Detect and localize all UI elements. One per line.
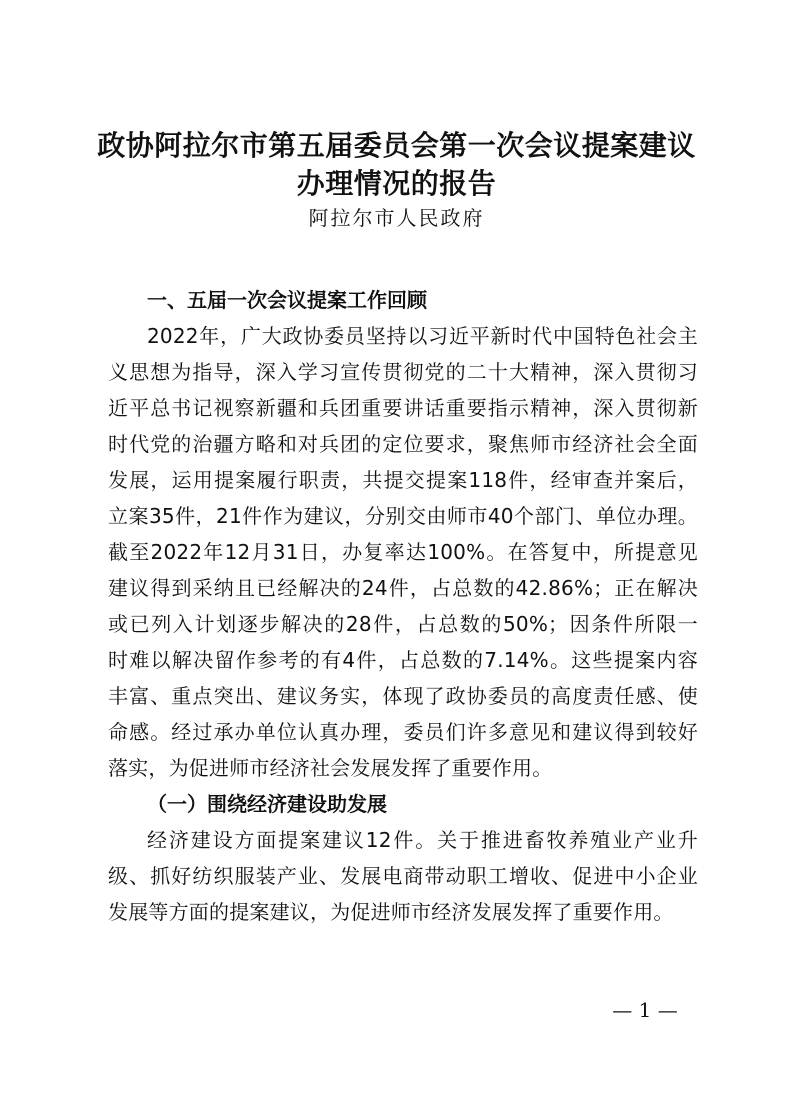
paragraph-line: 经济建设方面提案建议12件。关于推进畜牧养殖业产业升 xyxy=(147,828,698,852)
paragraph-line: 级、抓好纺织服装产业、发展电商带动职工增收、促进中小企业 xyxy=(108,864,698,888)
document-title-line-1: 政协阿拉尔市第五届委员会第一次会议提案建议 xyxy=(97,129,696,162)
document-title-line-2: 办理情况的报告 xyxy=(296,167,497,200)
paragraph-line: 落实，为促进师市经济社会发展发挥了重要作用。 xyxy=(108,756,553,780)
paragraph-line: 义思想为指导，深入学习宣传贯彻党的二十大精神，深入贯彻习 xyxy=(108,360,698,384)
page-number: — 1 — xyxy=(612,998,678,1022)
subsection-heading: （一）围绕经济建设助发展 xyxy=(147,792,387,816)
paragraph-line: 发展，运用提案履行职责，共提交提案118件，经审查并案后， xyxy=(108,468,698,492)
paragraph-line: 时代党的治疆方略和对兵团的定位要求，聚焦师市经济社会全面 xyxy=(108,432,698,456)
paragraph-line: 时难以解决留作参考的有4件，占总数的7.14%。这些提案内容 xyxy=(108,648,698,672)
paragraph-line: 或已列入计划逐步解决的28件，占总数的50%；因条件所限一 xyxy=(108,612,698,636)
paragraph-line: 丰富、重点突出、建议务实，体现了政协委员的高度责任感、使 xyxy=(108,684,698,708)
paragraph-line: 2022年，广大政协委员坚持以习近平新时代中国特色社会主 xyxy=(147,324,698,348)
paragraph-line: 发展等方面的提案建议，为促进师市经济发展发挥了重要作用。 xyxy=(108,900,674,924)
section-heading: 一、五届一次会议提案工作回顾 xyxy=(147,288,427,312)
paragraph-line: 命感。经过承办单位认真办理，委员们许多意见和建议得到较好 xyxy=(108,720,698,744)
paragraph-line: 近平总书记视察新疆和兵团重要讲话重要指示精神，深入贯彻新 xyxy=(108,396,698,420)
paragraph-line: 立案35件，21件作为建议，分别交由师市40个部门、单位办理。 xyxy=(108,504,698,528)
paragraph-line: 截至2022年12月31日，办复率达100%。在答复中，所提意见 xyxy=(108,540,698,564)
document-author: 阿拉尔市人民政府 xyxy=(308,206,485,230)
paragraph-line: 建议得到采纳且已经解决的24件，占总数的42.86%；正在解决 xyxy=(108,576,698,600)
